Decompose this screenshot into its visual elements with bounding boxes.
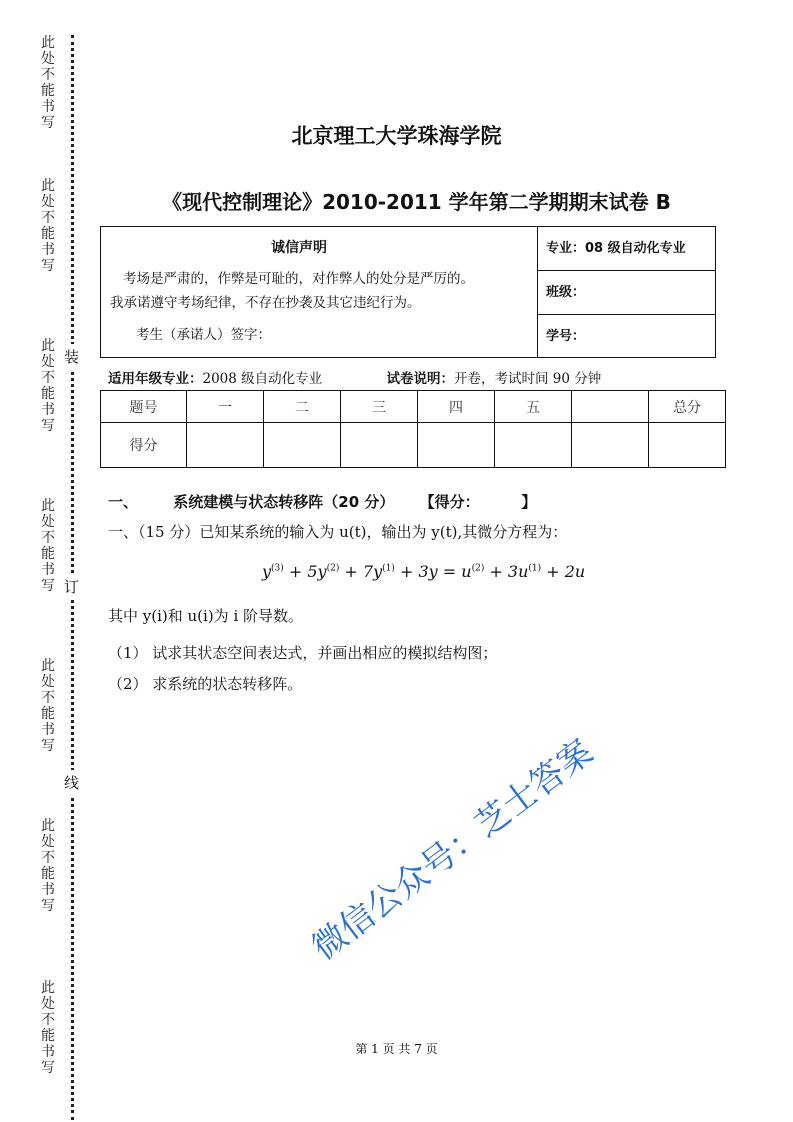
- margin-warning: 此处不能书写: [41, 338, 55, 434]
- header-cell: 二: [264, 391, 341, 423]
- page-footer: 第 1 页 共 7 页: [355, 1042, 438, 1056]
- exam-meta: [108, 367, 601, 387]
- header-cell: 总分: [649, 391, 726, 423]
- derivative-order: (3): [271, 563, 284, 574]
- header-cell: 三: [341, 391, 418, 423]
- score-row-label: 得分: [101, 423, 187, 468]
- score-cell[interactable]: [264, 423, 341, 468]
- binding-mark: 订: [64, 574, 79, 599]
- note-value: 开卷，考试时间 90 分钟: [453, 371, 602, 387]
- question-note: 其中 y(i)和 u(i)为 i 阶导数。: [108, 607, 304, 625]
- score-cell[interactable]: [495, 423, 572, 468]
- margin-warning: 此处不能书写: [41, 980, 55, 1076]
- score-table: [100, 390, 726, 468]
- margin-warning: 此处不能书写: [41, 178, 55, 274]
- score-cell[interactable]: [572, 423, 649, 468]
- question-part: （2） 求系统的状态转移阵。: [108, 675, 303, 693]
- note-label: 试卷说明：: [386, 371, 454, 387]
- margin-warning: 此处不能书写: [41, 818, 55, 914]
- pledge-line: 我承诺遵守考场纪律，不存在抄袭及其它违纪行为。: [110, 295, 421, 311]
- header-cell: [572, 391, 649, 423]
- major-field: 专业：08 级自动化专业: [546, 241, 686, 256]
- derivative-order: (2): [326, 563, 340, 574]
- exam-title: 《现代控制理论》2010-2011 学年第二学期期末试卷 B: [162, 190, 671, 214]
- binding-mark: 装: [64, 344, 79, 369]
- header-cell: 五: [495, 391, 572, 423]
- header-cell: 一: [187, 391, 264, 423]
- pledge-box: [100, 226, 716, 358]
- grade-value: 2008 级自动化专业: [202, 371, 323, 387]
- watermark: 微信公众号：芝士答案: [304, 731, 601, 969]
- question-part: （1） 试求其状态空间表达式，并画出相应的模拟结构图；: [108, 644, 498, 662]
- derivative-order: (2): [471, 563, 485, 574]
- question-intro: 一、（15 分）已知某系统的输入为 u(t)，输出为 y(t),其微分方程为：: [108, 523, 568, 541]
- score-cell[interactable]: [187, 423, 264, 468]
- margin-warning: 此处不能书写: [41, 35, 55, 131]
- score-cell[interactable]: [418, 423, 495, 468]
- section-number: 一、: [108, 493, 139, 511]
- margin-warning: 此处不能书写: [41, 498, 55, 594]
- class-field[interactable]: 班级：: [546, 285, 586, 300]
- margin-warning: 此处不能书写: [41, 658, 55, 754]
- differential-equation: $y^{(3)} + 5y^{(2)} + 7y^{(1)} + 3y = u^{(2)} + 3u^{(1)} + 2u$: [262, 562, 586, 581]
- section-score: 【得分： 】: [419, 493, 537, 511]
- student-id-field[interactable]: 学号：: [546, 329, 586, 344]
- section-heading: [108, 491, 536, 512]
- signature-field[interactable]: 考生（承诺人）签字：: [136, 327, 271, 343]
- derivative-order: (1): [528, 563, 542, 574]
- binding-mark: 线: [64, 770, 79, 795]
- school-name: 北京理工大学珠海学院: [291, 124, 502, 148]
- score-cell[interactable]: [341, 423, 418, 468]
- derivative-order: (1): [382, 563, 395, 574]
- header-cell: 四: [418, 391, 495, 423]
- pledge-heading: 诚信声明: [271, 240, 327, 256]
- score-cell[interactable]: [649, 423, 726, 468]
- section-title: 系统建模与状态转移阵（20 分）: [173, 493, 395, 511]
- grade-label: 适用年级专业：: [108, 371, 203, 387]
- pledge-line: 考场是严肃的，作弊是可耻的，对作弊人的处分是严厉的。: [123, 271, 474, 287]
- header-cell: 题号: [101, 391, 187, 423]
